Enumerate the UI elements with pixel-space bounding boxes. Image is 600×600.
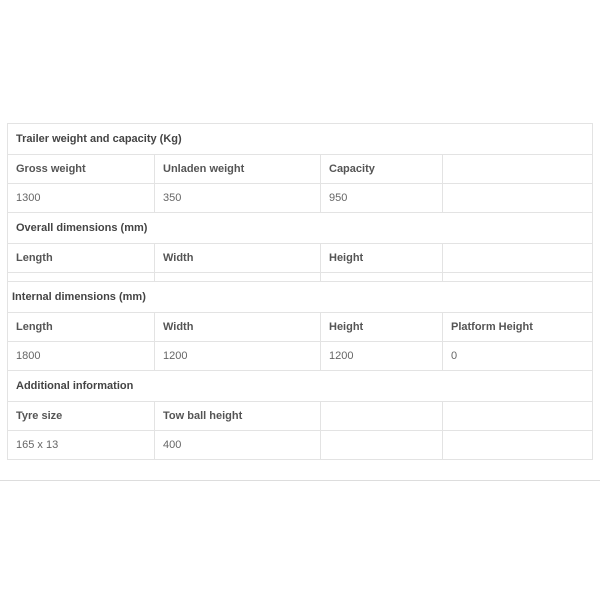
header-row-additional [8,402,593,431]
trailer-spec-table [7,123,593,460]
header-row-overall [8,244,593,273]
header-length: Length [8,244,155,273]
value-capacity: 950 [321,184,443,213]
header-empty [443,244,593,273]
section-title-weight: Trailer weight and capacity (Kg) [8,124,593,155]
value-row-overall-empty [8,273,593,282]
value-row-weight [8,184,593,213]
value-unladen-weight: 350 [155,184,321,213]
value-empty [443,431,593,460]
section-title-additional: Additional information [8,371,593,402]
header-empty [321,402,443,431]
section-title-internal: Internal dimensions (mm) [8,282,593,313]
header-gross-weight: Gross weight [8,155,155,184]
value-empty [443,184,593,213]
table-cell [443,273,593,282]
value-tow-ball-height: 400 [155,431,321,460]
header-height: Height [321,244,443,273]
value-row-additional [8,431,593,460]
header-width: Width [155,313,321,342]
table-cell [8,273,155,282]
header-length: Length [8,313,155,342]
header-empty [443,402,593,431]
section-title-overall: Overall dimensions (mm) [8,213,593,244]
table-cell [321,273,443,282]
section-row-additional [8,371,593,402]
value-platform-height: 0 [443,342,593,371]
value-length: 1800 [8,342,155,371]
section-row-internal [8,282,593,313]
value-height: 1200 [321,342,443,371]
bottom-divider [0,480,600,481]
header-row-internal [8,313,593,342]
section-row-overall [8,213,593,244]
value-gross-weight: 1300 [8,184,155,213]
header-width: Width [155,244,321,273]
header-unladen-weight: Unladen weight [155,155,321,184]
header-empty [443,155,593,184]
header-platform-height: Platform Height [443,313,593,342]
header-height: Height [321,313,443,342]
section-row-weight [8,124,593,155]
header-tyre-size: Tyre size [8,402,155,431]
value-row-internal [8,342,593,371]
table-cell [155,273,321,282]
header-tow-ball-height: Tow ball height [155,402,321,431]
header-row-weight [8,155,593,184]
value-empty [321,431,443,460]
value-width: 1200 [155,342,321,371]
value-tyre-size: 165 x 13 [8,431,155,460]
header-capacity: Capacity [321,155,443,184]
